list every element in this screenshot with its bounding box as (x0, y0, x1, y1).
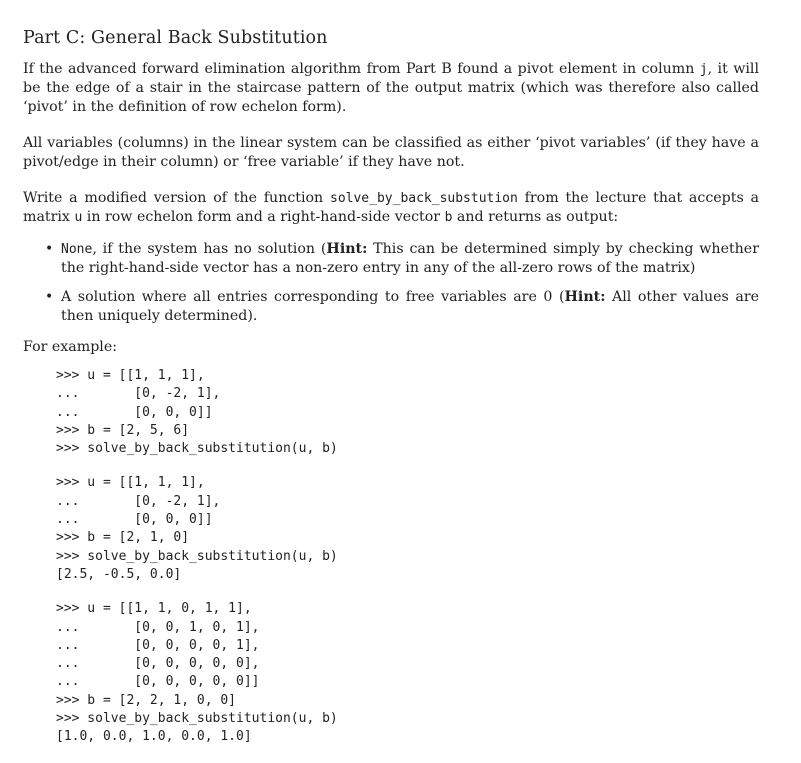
output-list (23, 240, 759, 326)
paragraph-text: and returns as output: (452, 209, 619, 225)
inline-code-b: b (444, 210, 453, 225)
list-item-none (61, 240, 759, 278)
document-page (23, 28, 759, 763)
inline-code-function: solve_by_back_substution (330, 191, 518, 206)
list-item-text: , if the system has no solution ( (92, 241, 327, 257)
paragraph-variable-classes: All variables (columns) in the linear system can be classified as either ‘pivot variables’ (if they have a pivot/edge in their column) or ‘free variable’ if they have not. (23, 135, 759, 170)
inline-code: j (699, 62, 708, 77)
list-item-solution (61, 288, 759, 326)
code-example-1: >>> u = [[1, 1, 1], ... [0, -2, 1], ... [0, 0, 0]] >>> b = [2, 5, 6] >>> solve_by_back_substitution(u, b) (56, 368, 338, 457)
inline-code-u: u (74, 210, 83, 225)
paragraph-text: from the lecture that accepts a matrix (23, 190, 759, 225)
paragraph-text: , it will be the edge of a stair in the staircase pattern of the output matrix (which was therefore also called ‘pivot’ in the definition of row echelon form). (23, 61, 759, 115)
paragraph-pivot-definition (23, 60, 759, 117)
code-example-3: >>> u = [[1, 1, 0, 1, 1], ... [0, 0, 1, 0, 1], ... [0, 0, 0, 0, 1], ... [0, 0, 0, 0, 0], ... [0, 0, 0, 0, 0]] >>> b = [2, 2, 1, 0, 0] >>> solve_by_back_substitution(u, b) [1.0, 0.0, 1.0, 0.0, 1.0] (56, 601, 338, 745)
section-title: Part C: General Back Substitution (23, 28, 328, 48)
paragraph-text: Write a modified version of the function (23, 190, 330, 206)
paragraph-task (23, 189, 759, 227)
hint-label: Hint: (326, 241, 368, 257)
inline-code-none: None (61, 242, 93, 257)
code-example-2: >>> u = [[1, 1, 1], ... [0, -2, 1], ... [0, 0, 0]] >>> b = [2, 1, 0] >>> solve_by_back_substitution(u, b) [2.5, -0.5, 0.0] (56, 475, 338, 582)
paragraph-text: in row echelon form and a right-hand-side vector (82, 209, 445, 225)
hint-label: Hint: (564, 289, 606, 305)
list-item-text: This can be determined simply by checking whether the right-hand-side vector has a non-zero entry in any of the all-zero rows of the matrix) (61, 241, 759, 276)
example-intro: For example: (23, 339, 118, 355)
paragraph-text: If the advanced forward elimination algorithm from Part B found a pivot element in column (23, 61, 700, 77)
list-item-text: A solution where all entries corresponding to free variables are 0 ( (61, 289, 565, 305)
list-item-text: All other values are then uniquely determined). (61, 289, 759, 324)
